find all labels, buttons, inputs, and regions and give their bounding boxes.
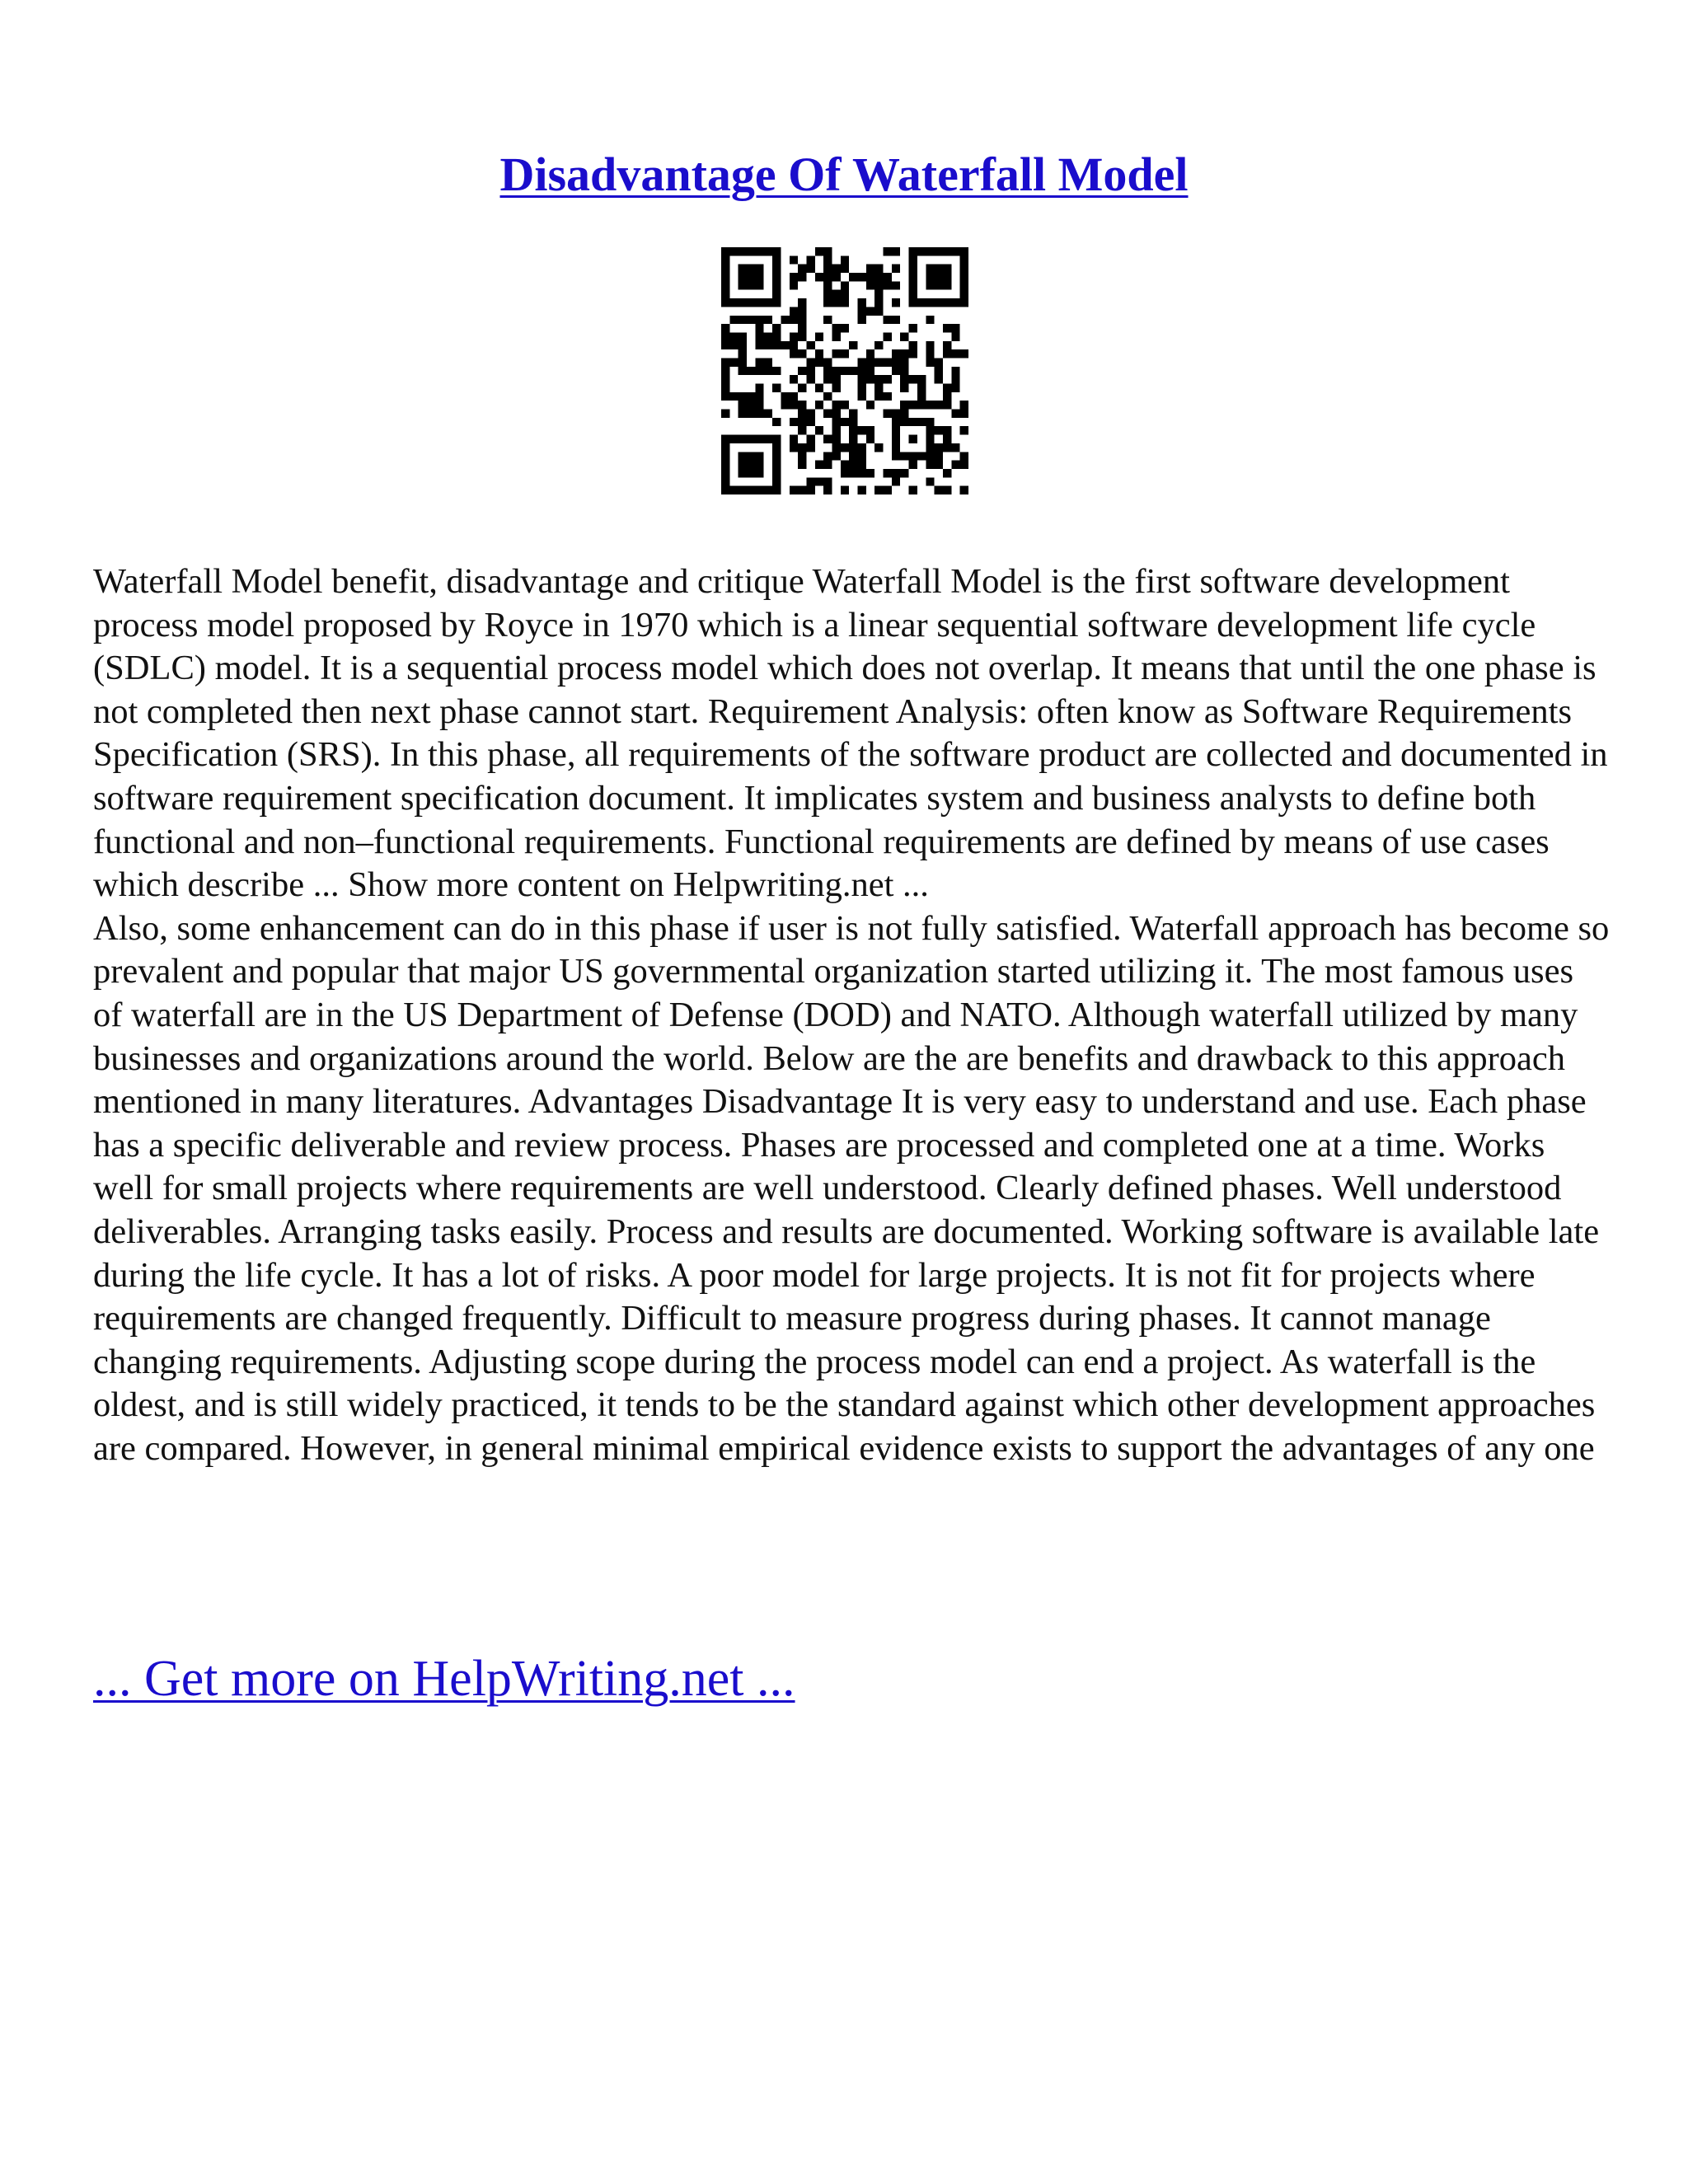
get-more-link[interactable]: ... Get more on HelpWriting.net ... [93,1651,795,1707]
get-more-link-container [93,1648,795,1709]
paragraph-1: Waterfall Model benefit, disadvantage and critique Waterfall Model is the first software development process model proposed by Royce in 1970 which is a linear sequential software development life cycle (SDLC) model. It is a sequential process model which does not overlap. It means that until the one phase is not completed then next phase cannot start. Requirement Analysis: often know as Software Requirements Specification (SRS). In this phase, all requirements of the software product are collected and documented in software requirement specification document. It implicates system and business analysts to define both functional and non–functional requirements. Functional requirements are defined by means of use cases which describe ... Show more content on Helpwriting.net ... [93,562,1608,905]
page-title [0,146,1688,204]
paragraph-2: Also, some enhancement can do in this phase if user is not fully satisfied. Waterfall approach has become so prevalent and popular that major US governmental organization started utilizing it. The most famous uses of waterfall are in the US Department of Defense (DOD) and NATO. Although waterfall utilized by many businesses and organizations around the world. Below are the are benefits and drawback to this approach mentioned in many literatures. Advantages Disadvantage It is very easy to understand and use. Each phase has a specific deliverable and review process. Phases are processed and completed one at a time. Works well for small projects where requirements are well understood. Clearly defined phases. Well understood deliverables. Arranging tasks easily. Process and results are documented. Working software is available late during the life cycle. It has a lot of risks. A poor model for large projects. It is not fit for projects where requirements are changed frequently. Difficult to measure progress during phases. It cannot manage changing requirements. Adjusting scope during the process model can end a project. As waterfall is the oldest, and is still widely practiced, it tends to be the standard against which other development approaches are compared. However, in general minimal empirical evidence exists to support the advantages of any one [93,908,1610,1468]
title-link[interactable]: Disadvantage Of Waterfall Model [499,147,1189,201]
qr-code-icon [721,247,968,494]
article-body [93,560,1610,1470]
